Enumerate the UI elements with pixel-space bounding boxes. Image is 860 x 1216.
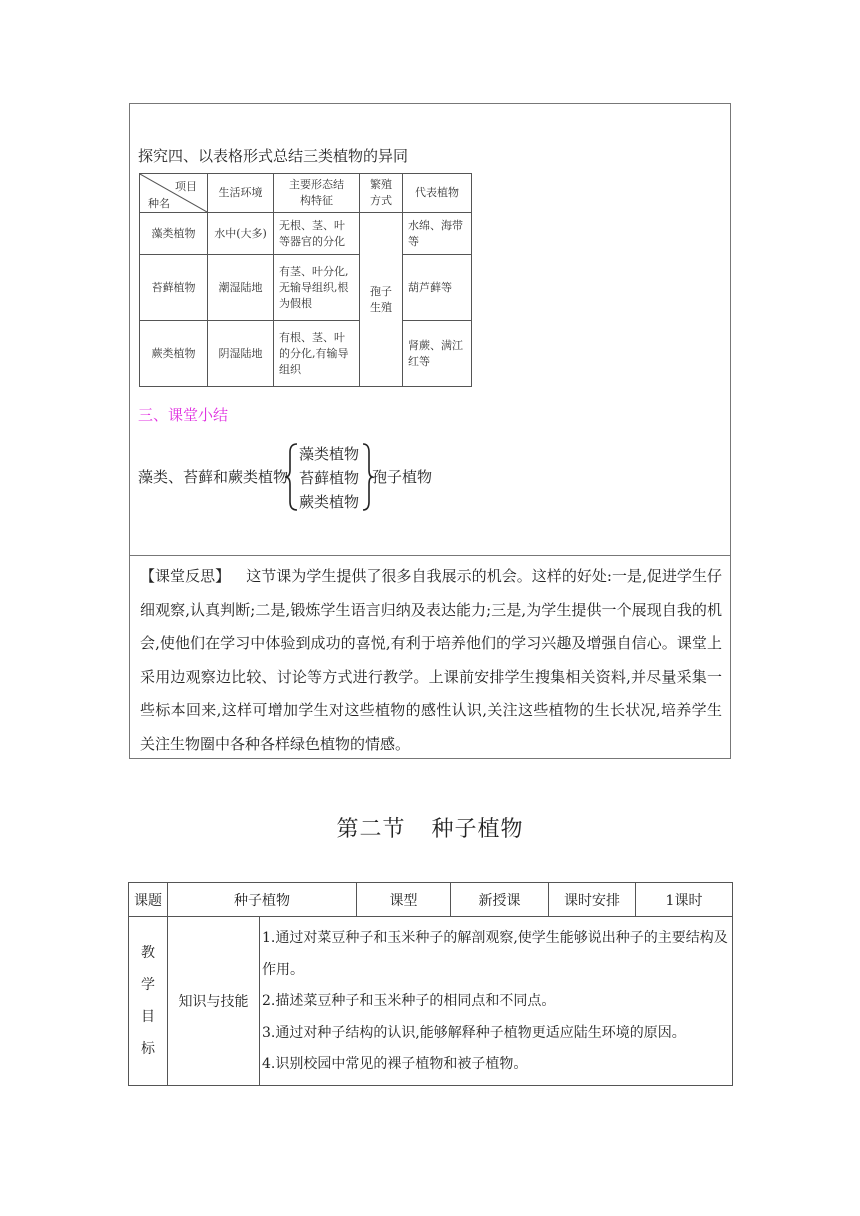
table-row (140, 321, 472, 387)
row-morph: 有根、茎、叶的分化,有输导组织 (274, 321, 360, 387)
row-name: 蕨类植物 (140, 321, 208, 387)
section-title (0, 812, 860, 843)
table-row (140, 213, 472, 255)
table-row (140, 255, 472, 321)
reflection-label: 【课堂反思】 (140, 567, 231, 585)
header-species-label: 种名 (148, 197, 170, 210)
section-name: 种子植物 (431, 817, 524, 842)
goals-sub-label: 知识与技能 (168, 917, 260, 1086)
goals-label-char: 标 (141, 1041, 155, 1057)
row-name: 苔藓植物 (140, 255, 208, 321)
topic-label: 课题 (129, 883, 168, 917)
left-brace-icon (284, 442, 300, 512)
summary-item: 苔藓植物 (299, 469, 360, 487)
goals-list (260, 917, 733, 1086)
header-rep: 代表植物 (403, 174, 472, 213)
reflection-paragraph (140, 560, 722, 761)
goals-label-char: 教 (141, 945, 155, 961)
lesson-info-row (129, 883, 733, 917)
summary-lead-text: 藻类、苔藓和蕨类植物 (138, 468, 289, 486)
row-env: 潮湿陆地 (208, 255, 274, 321)
section-number: 第二节 (336, 817, 406, 842)
goals-label (129, 917, 168, 1086)
row-env: 阴湿陆地 (208, 321, 274, 387)
goals-row (129, 917, 733, 1086)
goal-item: 3.通过对种子结构的认识,能够解释种子植物更适应陆生环境的原因。 (262, 1024, 686, 1041)
repro-merged-cell (360, 213, 403, 387)
explore-title: 探究四、以表格形式总结三类植物的异同 (138, 147, 409, 165)
reflection-body: 这节课为学生提供了很多自我展示的机会。这样的好处:一是,促进学生仔细观察,认真判断;二是,锻炼学生语言归纳及表达能力;三是,为学生提供一个展现自我的机会,使他们在学习中体验到成功的喜悦,有利于培养他们的学习兴趣及增强自信心。课堂上采用边观察边比较、讨论等方式进行教学。上课前安排学生搜集相关资料,并尽量采集一些标本回来,这样可增加学生对这些植物的感性认识,关注这些植物的生长状况,培养学生关注生物圈中各种各样绿色植物的情感。 (140, 567, 722, 753)
summary-result: 孢子植物 (372, 468, 433, 486)
row-rep: 水绵、海带等 (403, 213, 472, 255)
repro-text: 孢子生殖 (370, 284, 392, 314)
header-repro (360, 174, 403, 213)
goal-item: 4.识别校园中常见的裸子植物和被子植物。 (262, 1056, 528, 1073)
type-value: 新授课 (451, 883, 549, 917)
summary-item: 蕨类植物 (299, 493, 360, 511)
row-morph: 有茎、叶分化,无输导组织,根为假根 (274, 255, 360, 321)
topic-value: 种子植物 (168, 883, 357, 917)
row-env: 水中(大多) (208, 213, 274, 255)
header-morph (274, 174, 360, 213)
type-label: 课型 (357, 883, 451, 917)
table-header-row (140, 174, 472, 213)
header-morph-text: 主要形态结构特征 (289, 178, 344, 207)
row-rep: 肾蕨、满江红等 (403, 321, 472, 387)
summary-heading: 三、课堂小结 (138, 406, 229, 424)
row-morph: 无根、茎、叶等器官的分化 (274, 213, 360, 255)
comparison-table (139, 173, 472, 387)
header-env: 生活环境 (208, 174, 274, 213)
diagonal-header-cell (140, 174, 208, 213)
goals-label-char: 学 (141, 977, 155, 993)
header-repro-text: 繁殖方式 (370, 178, 392, 207)
goal-item: 1.通过对菜豆种子和玉米种子的解剖观察,使学生能够说出种子的主要结构及作用。 (262, 930, 728, 978)
schedule-label: 课时安排 (549, 883, 636, 917)
row-name: 藻类植物 (140, 213, 208, 255)
row-rep: 葫芦藓等 (403, 255, 472, 321)
header-item-label: 项目 (175, 180, 197, 193)
schedule-value: 1课时 (636, 883, 733, 917)
summary-item: 藻类植物 (299, 445, 360, 463)
goals-label-char: 目 (141, 1009, 155, 1025)
goal-item: 2.描述菜豆种子和玉米种子的相同点和不同点。 (262, 993, 556, 1010)
lesson-plan-table (128, 882, 733, 1086)
